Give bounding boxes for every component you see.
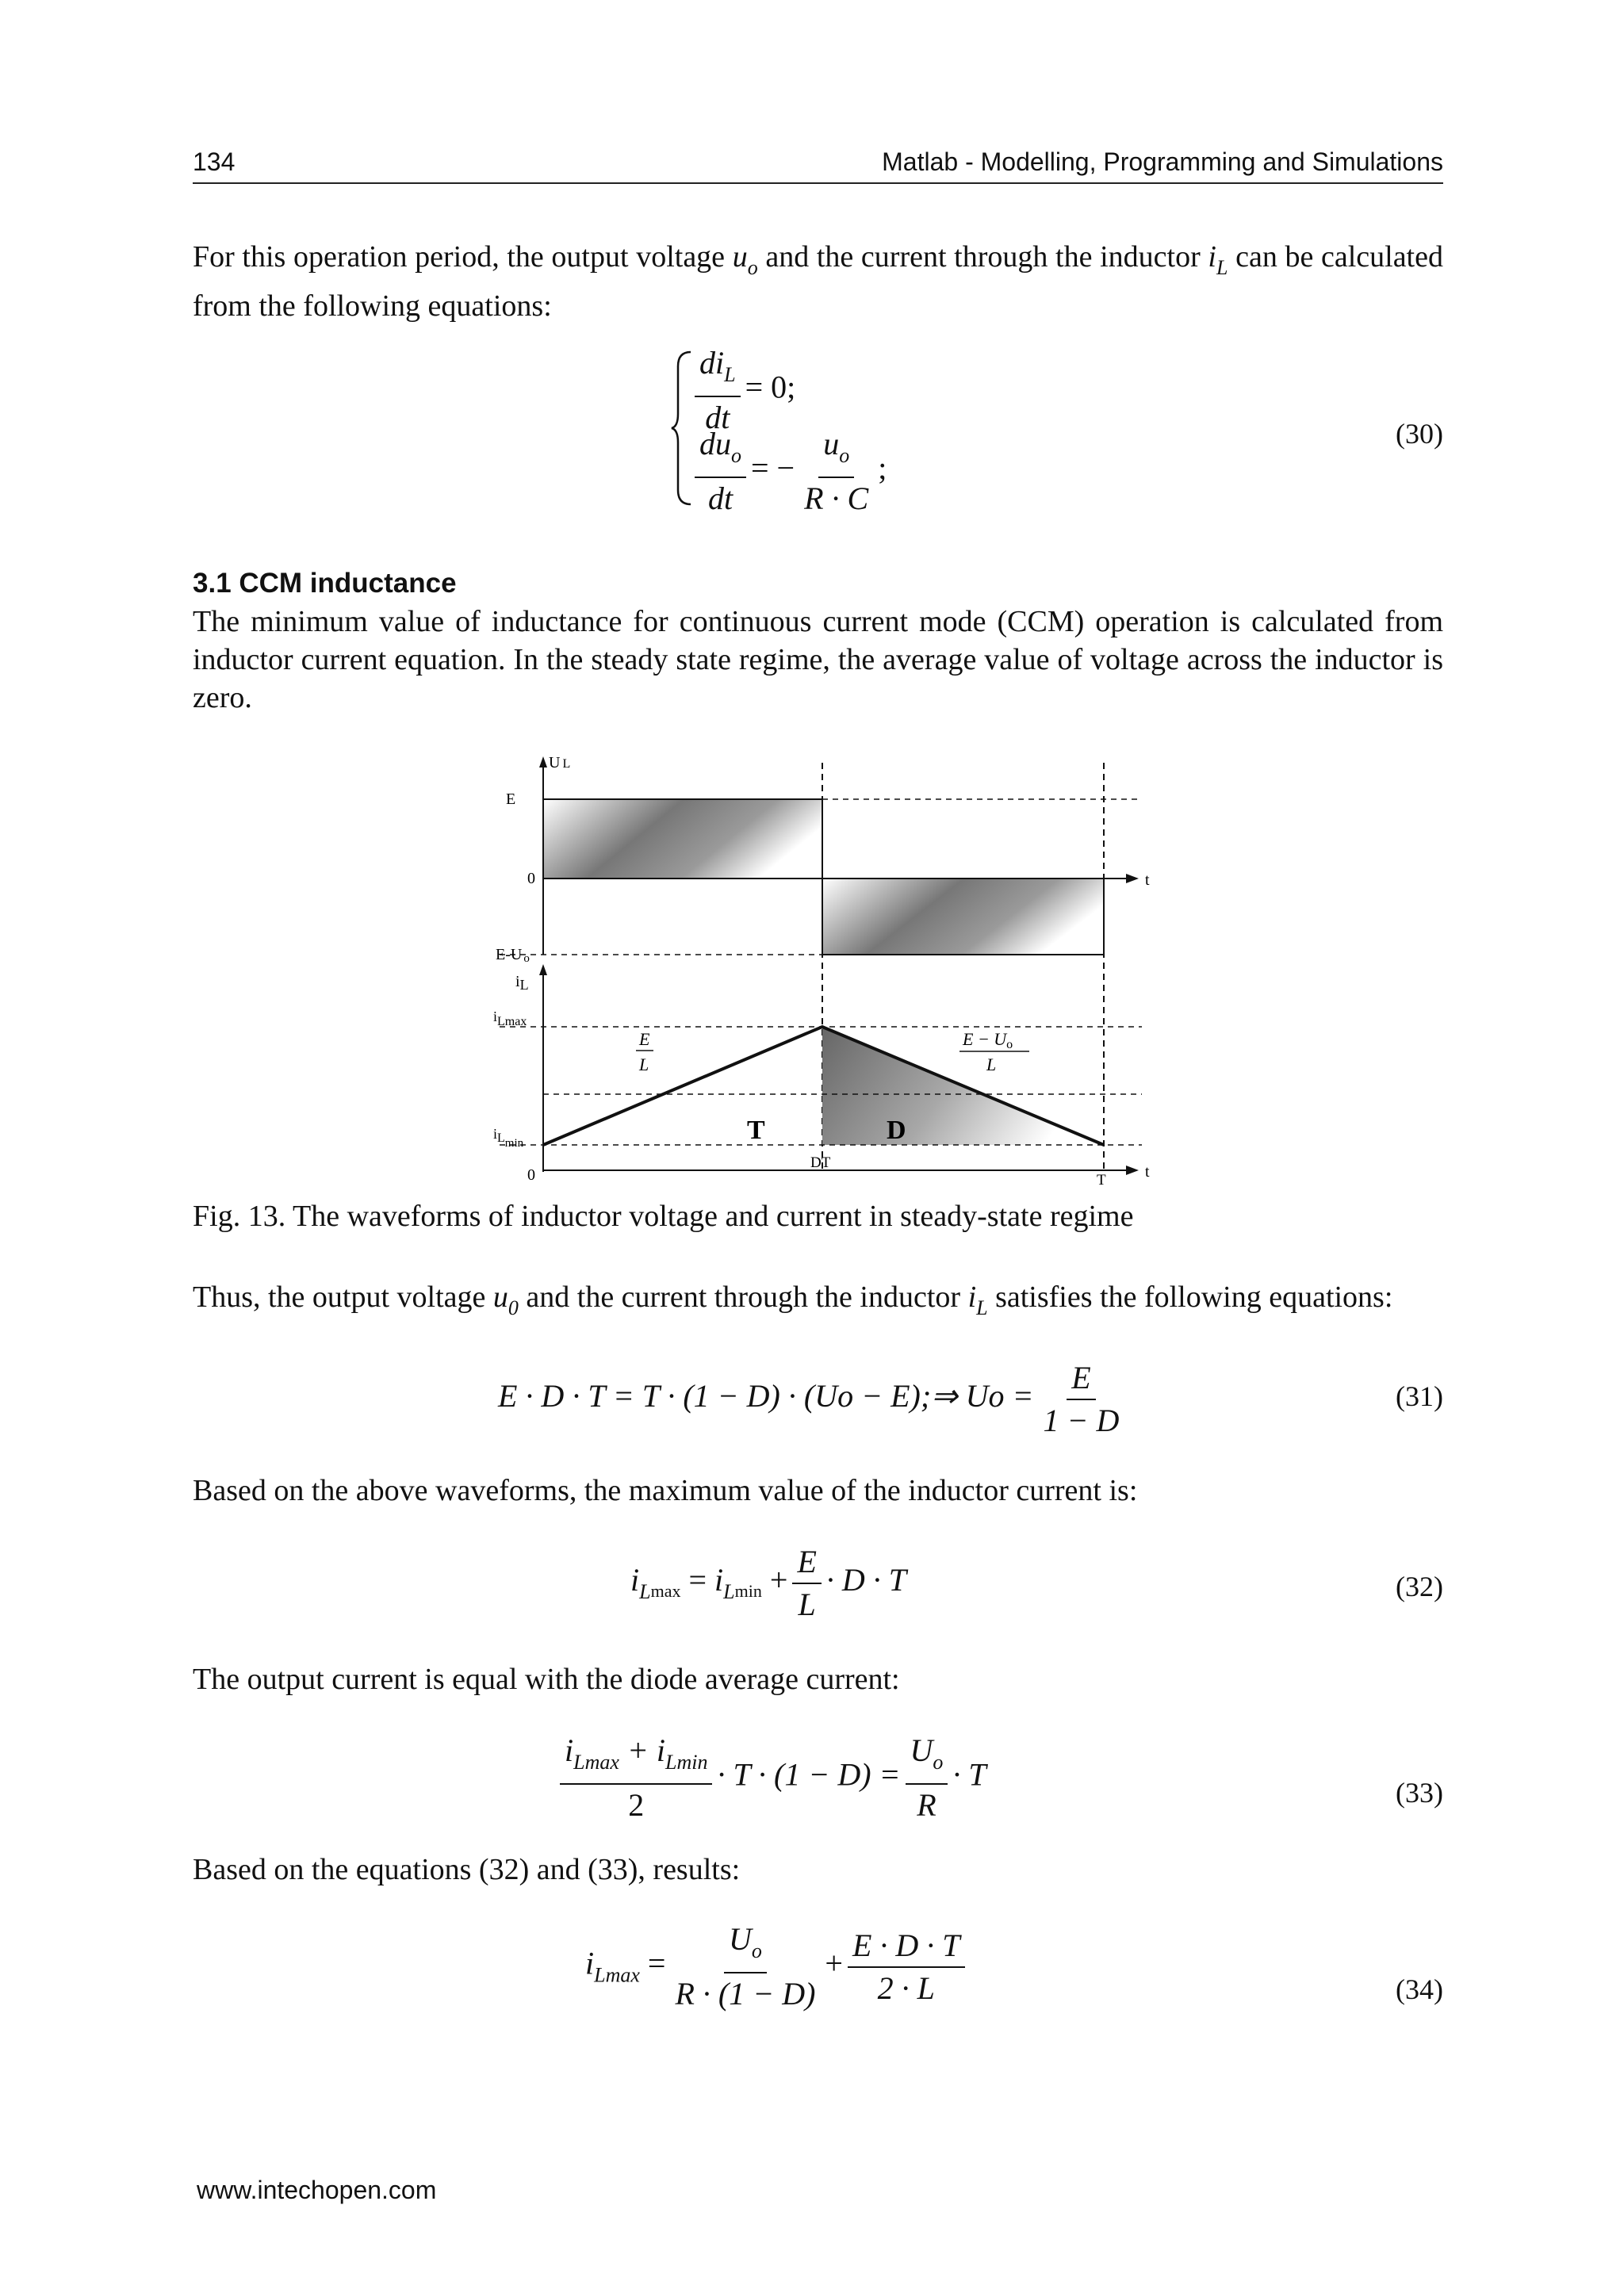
para2-text-c: satisfies the following equations: bbox=[987, 1280, 1393, 1314]
label-e-uo: E-U o bbox=[496, 946, 530, 965]
eq31-frac bbox=[1039, 1361, 1124, 1438]
il-arrow-icon bbox=[539, 964, 547, 975]
eq31-body bbox=[498, 1361, 1128, 1438]
page-number: 134 bbox=[193, 147, 236, 176]
u0-var: u bbox=[492, 1280, 508, 1314]
eq30-num1-sub: L bbox=[724, 363, 736, 386]
eq32-plus: + bbox=[769, 1562, 788, 1598]
eq32-i1-sub: L bbox=[639, 1580, 651, 1604]
eq33-num-sub: Lmax bbox=[573, 1751, 619, 1774]
label-dt: DT bbox=[810, 1154, 831, 1171]
uo-sub: o bbox=[747, 256, 758, 279]
section-body: The minimum value of inductance for continuous current mode (CCM) operation is calculated from inductor current equation. In the steady state regime, the average value of voltage across the inductor is zero. bbox=[193, 605, 1443, 714]
slope1-num: E bbox=[639, 1029, 650, 1049]
para2-text-b: and the current through the inductor bbox=[518, 1280, 968, 1314]
eq32-i2-sub2: min bbox=[734, 1581, 762, 1602]
t-axis-bottom-arrow-icon bbox=[1126, 1166, 1139, 1175]
eq30-rhs1: = 0; bbox=[745, 369, 796, 405]
eq33-mid: · T · (1 − D) = bbox=[717, 1756, 901, 1793]
eq33-number: (33) bbox=[1396, 1777, 1443, 1809]
eq32-i2: i bbox=[714, 1562, 724, 1598]
para2-il-var: i bbox=[967, 1280, 977, 1314]
slope2-den: L bbox=[986, 1055, 997, 1074]
eq33-num-plus: + i bbox=[619, 1732, 666, 1768]
eq34-plus: + bbox=[825, 1945, 843, 1981]
eq32-i1: i bbox=[630, 1562, 640, 1598]
eq32-num: E bbox=[792, 1545, 821, 1584]
eq34-eq: = bbox=[647, 1945, 666, 1981]
eq33-num2-sub: o bbox=[933, 1751, 944, 1774]
il-var: i bbox=[1208, 240, 1216, 274]
eq30-line1 bbox=[690, 346, 795, 435]
eq30-num1: di bbox=[699, 345, 725, 381]
running-title: Matlab - Modelling, Programming and Simulations bbox=[882, 147, 1443, 176]
eq33-num2: U bbox=[910, 1732, 933, 1768]
eq31-den: 1 − D bbox=[1043, 1403, 1120, 1438]
ul-negative-area bbox=[822, 879, 1104, 955]
para2 bbox=[193, 1278, 1443, 1327]
section-heading: 3.1 CCM inductance bbox=[193, 568, 457, 599]
para1-text-a: For this operation period, the output voltage bbox=[193, 240, 733, 274]
para2-il-sub: L bbox=[976, 1296, 988, 1319]
il-axis-label: iL bbox=[515, 973, 529, 993]
eq33-den: 2 bbox=[628, 1787, 645, 1823]
para4: The output current is equal with the diode average current: bbox=[193, 1663, 900, 1696]
para5: Based on the equations (32) and (33), results: bbox=[193, 1853, 741, 1886]
eq31-num: E bbox=[1067, 1361, 1095, 1400]
figure-13 bbox=[484, 752, 1166, 1196]
label-ilmin: $iL_{min}$ bbox=[493, 1126, 524, 1150]
eq30-den1: dt bbox=[705, 400, 730, 435]
header-rule bbox=[193, 182, 1443, 184]
eq32-i2-sub: L bbox=[723, 1580, 735, 1604]
eq34-num1: U bbox=[729, 1921, 752, 1957]
eq34-frac1 bbox=[670, 1922, 820, 2012]
ul-positive-area bbox=[543, 799, 822, 879]
eq32-i1-sub2: max bbox=[650, 1581, 681, 1602]
eq32-body bbox=[630, 1545, 906, 1622]
eq32-frac bbox=[792, 1545, 821, 1622]
eq32-number: (32) bbox=[1396, 1571, 1443, 1602]
eq33-den2: R bbox=[917, 1787, 936, 1823]
region-d-label: D bbox=[887, 1116, 906, 1145]
figure-caption: Fig. 13. The waveforms of inductor voltage and current in steady-state regime bbox=[193, 1200, 1134, 1233]
slope2-num: E − Uo bbox=[963, 1029, 1013, 1051]
eq30-frac3 bbox=[799, 427, 873, 516]
eq34-number: (34) bbox=[1396, 1973, 1443, 2005]
eq33-num: i bbox=[565, 1732, 574, 1768]
eq34-den1: R · (1 − D) bbox=[675, 1976, 816, 2012]
ul-axis-label: U L bbox=[549, 754, 571, 771]
eq33-frac2 bbox=[906, 1733, 948, 1823]
para1-text-b: and the current through the inductor bbox=[757, 240, 1208, 274]
region-t-label: T bbox=[747, 1116, 765, 1145]
eq30-eq-minus: = − bbox=[751, 450, 795, 486]
eq33-num-sub2: Lmin bbox=[665, 1751, 708, 1774]
eq30-num2-sub: o bbox=[731, 444, 741, 467]
footer-url: www.intechopen.com bbox=[197, 2176, 437, 2204]
label-ilmax: iLmax bbox=[493, 1009, 527, 1028]
label-0-top: 0 bbox=[527, 870, 535, 887]
eq30-frac2 bbox=[695, 427, 746, 516]
eq30-num3-sub: o bbox=[839, 444, 850, 467]
eq34-den2: 2 · L bbox=[877, 1970, 935, 2006]
eq34-num2: E · D · T bbox=[848, 1928, 965, 1968]
eq30-num3: u bbox=[823, 426, 840, 461]
label-0-bottom: 0 bbox=[527, 1166, 535, 1184]
slope1-den: L bbox=[639, 1055, 649, 1074]
eq31-lhs: E · D · T = T · (1 − D) · (Uo − E);⇒ Uo = bbox=[498, 1378, 1034, 1414]
eq30-number: (30) bbox=[1396, 418, 1443, 450]
il-sub: L bbox=[1216, 256, 1228, 279]
u0-sub: 0 bbox=[508, 1296, 519, 1319]
ul-arrow-icon bbox=[539, 756, 547, 768]
eq34-lhs: i bbox=[585, 1945, 595, 1981]
eq34-frac2 bbox=[848, 1928, 965, 2006]
eq30-frac1 bbox=[695, 346, 741, 435]
eq33-frac1 bbox=[560, 1733, 712, 1823]
eq32-tail: · D · T bbox=[825, 1562, 907, 1598]
para1-text-c: can be calculated from the following equations: bbox=[193, 240, 1443, 323]
intro-paragraph bbox=[193, 238, 1443, 325]
eq34-body bbox=[585, 1922, 970, 2012]
label-e: E bbox=[506, 790, 516, 808]
eq34-lhs-sub: Lmax bbox=[594, 1963, 640, 1987]
t-axis-top-arrow-icon bbox=[1126, 874, 1139, 883]
eq30-den3: R · C bbox=[804, 480, 869, 516]
para2-text-a: Thus, the output voltage bbox=[193, 1280, 493, 1314]
eq30-num2: du bbox=[699, 426, 731, 461]
eq30-line2 bbox=[690, 427, 887, 516]
uo-var: u bbox=[732, 240, 748, 274]
eq31-number: (31) bbox=[1396, 1380, 1443, 1412]
eq30-den2: dt bbox=[707, 480, 733, 516]
eq33-body bbox=[555, 1733, 986, 1823]
para3: Based on the above waveforms, the maximum value of the inductor current is: bbox=[193, 1474, 1138, 1507]
eq32-den: L bbox=[798, 1587, 816, 1622]
eq33-tail: · T bbox=[952, 1756, 986, 1793]
label-t-period: T bbox=[1097, 1172, 1106, 1189]
eq30-tail: ; bbox=[878, 450, 887, 486]
eq34-num1-sub: o bbox=[751, 1939, 762, 1962]
eq32-eq: = bbox=[688, 1562, 707, 1598]
label-t-bottom: t bbox=[1145, 1163, 1150, 1181]
label-t-top: t bbox=[1145, 871, 1150, 889]
